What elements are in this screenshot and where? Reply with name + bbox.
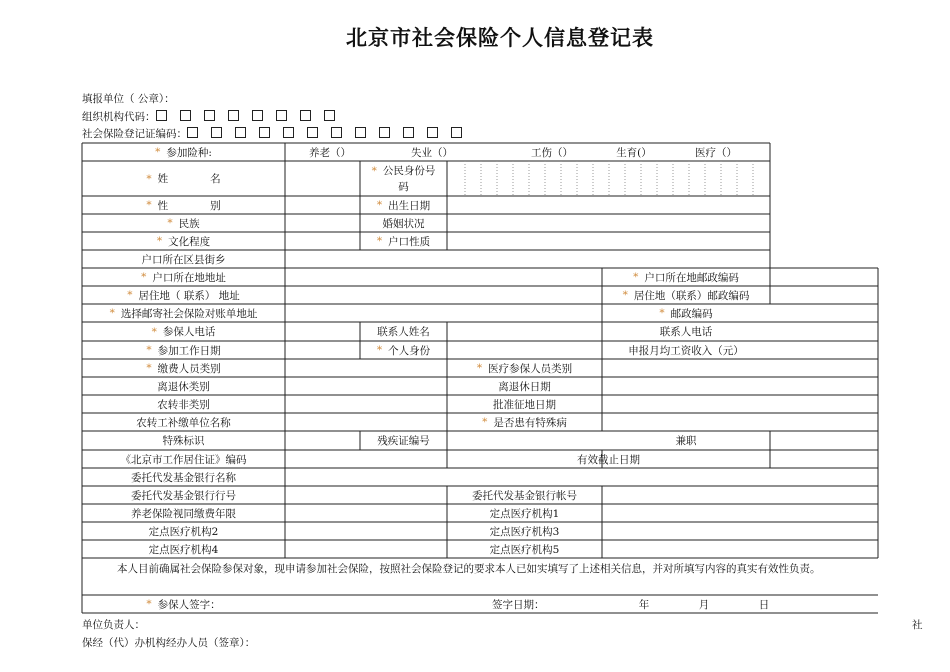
contact-name-label: 联系人姓名: [377, 326, 430, 338]
postcode-label: * 邮政编码: [659, 307, 713, 320]
ethnicity-label: * 民族: [167, 217, 200, 230]
hospital4-label: 定点医疗机构4: [148, 543, 219, 556]
permit-label: 《北京市工作居住证》编码: [120, 453, 247, 466]
expiry-label: 有效截止日期: [577, 453, 640, 466]
medical-option[interactable]: 医疗（）: [695, 146, 737, 159]
ss-code-row: [82, 126, 475, 141]
pension-years-label: 养老保险视同缴费年限: [131, 507, 236, 520]
retire-date-label: 离退休日期: [498, 380, 551, 393]
hospital1-label: 定点医疗机构1: [489, 507, 560, 520]
hospital3-label: 定点医疗机构3: [489, 525, 560, 538]
insured-signature-label: * 参保人签字：: [146, 598, 221, 611]
unit-head-label: 单位负责人：: [82, 619, 145, 631]
injury-option[interactable]: 工伤（）: [531, 146, 573, 159]
ss-code-label: 社会保险登记证编码：: [82, 128, 187, 140]
name-label: * 姓 名: [146, 172, 221, 185]
sign-date-label: 签字日期：: [492, 598, 545, 611]
wage-label: 申报月均工资收入（元）: [628, 344, 744, 357]
land-date-label: 批准征地日期: [493, 398, 556, 411]
mail-address-label: * 选择邮寄社会保险对账单地址: [109, 307, 258, 320]
contact-phone-label: 联系人电话: [659, 326, 713, 338]
special-label: 特殊标识: [162, 435, 205, 447]
bank-code-label: 委托代发基金银行行号: [131, 489, 236, 502]
hospital5-label: 定点医疗机构5: [489, 543, 560, 556]
declaration-statement: 本人目前确属社会保险参保对象，现申请参加社会保险，按照社会保险登记的要求本人已如实填写了上述相关信息，并对所填写内容的真实有效性负责。: [117, 563, 821, 575]
disease-label: * 是否患有特殊病: [482, 416, 567, 429]
unemployment-option[interactable]: 失业（）: [411, 146, 453, 159]
rural-unit-label: 农转工补缴单位名称: [136, 416, 231, 429]
residence-postcode-label: * 居住地（联系）邮政编码: [622, 289, 750, 302]
pension-option[interactable]: 养老（）: [309, 146, 351, 159]
education-label: * 文化程度: [156, 235, 211, 248]
org-code-label: 组织机构代码：: [82, 111, 156, 123]
work-date-label: * 参加工作日期: [146, 344, 221, 357]
year-label: 年: [638, 598, 650, 611]
parttime-label: 兼职: [675, 435, 697, 447]
ss-code-boxes[interactable]: [187, 127, 475, 140]
medical-type-label: * 医疗参保人员类别: [476, 362, 573, 375]
disability-label: 残疾证编号: [377, 435, 430, 447]
page-title: 北京市社会保险个人信息登记表: [346, 26, 654, 50]
birth-date-label: * 出生日期: [376, 199, 431, 212]
month-label: 月: [698, 598, 710, 611]
id-number-label: * 公民身份号 码: [371, 164, 436, 193]
pay-type-label: * 缴费人员类别: [146, 362, 221, 375]
bank-name-label: 委托代发基金银行名称: [131, 471, 236, 484]
marital-label: 婚姻状况: [382, 217, 425, 230]
org-code-boxes[interactable]: [156, 110, 348, 123]
bank-account-label: 委托代发基金银行帐号: [472, 489, 577, 502]
retire-type-label: 离退休类别: [157, 380, 210, 393]
phone-label: * 参保人电话: [151, 325, 216, 338]
hukou-street-label: 户口所在区县街乡: [141, 253, 226, 266]
identity-label: * 个人身份: [376, 344, 431, 357]
residence-address-label: * 居住地（ 联系） 地址: [127, 289, 240, 302]
hukou-postcode-label: * 户口所在地邮政编码: [633, 271, 739, 284]
maternity-option[interactable]: 生育(）: [616, 146, 652, 159]
unit-label: 填报单位（ 公章）：: [82, 93, 175, 105]
insurance-types-label: * 参加险种:: [155, 146, 212, 159]
page-edge-char: 社: [912, 619, 923, 631]
hukou-type-label: * 户口性质: [376, 235, 431, 248]
handler-label: 保经（代）办机构经办人员（签章）：: [82, 637, 256, 649]
hukou-address-label: * 户口所在地地址: [141, 271, 226, 284]
gender-label: * 性 别: [146, 199, 221, 212]
org-code-row: [82, 109, 348, 124]
day-label: 日: [758, 598, 770, 611]
hospital2-label: 定点医疗机构2: [148, 525, 219, 538]
rural-type-label: 农转非类别: [157, 398, 210, 411]
